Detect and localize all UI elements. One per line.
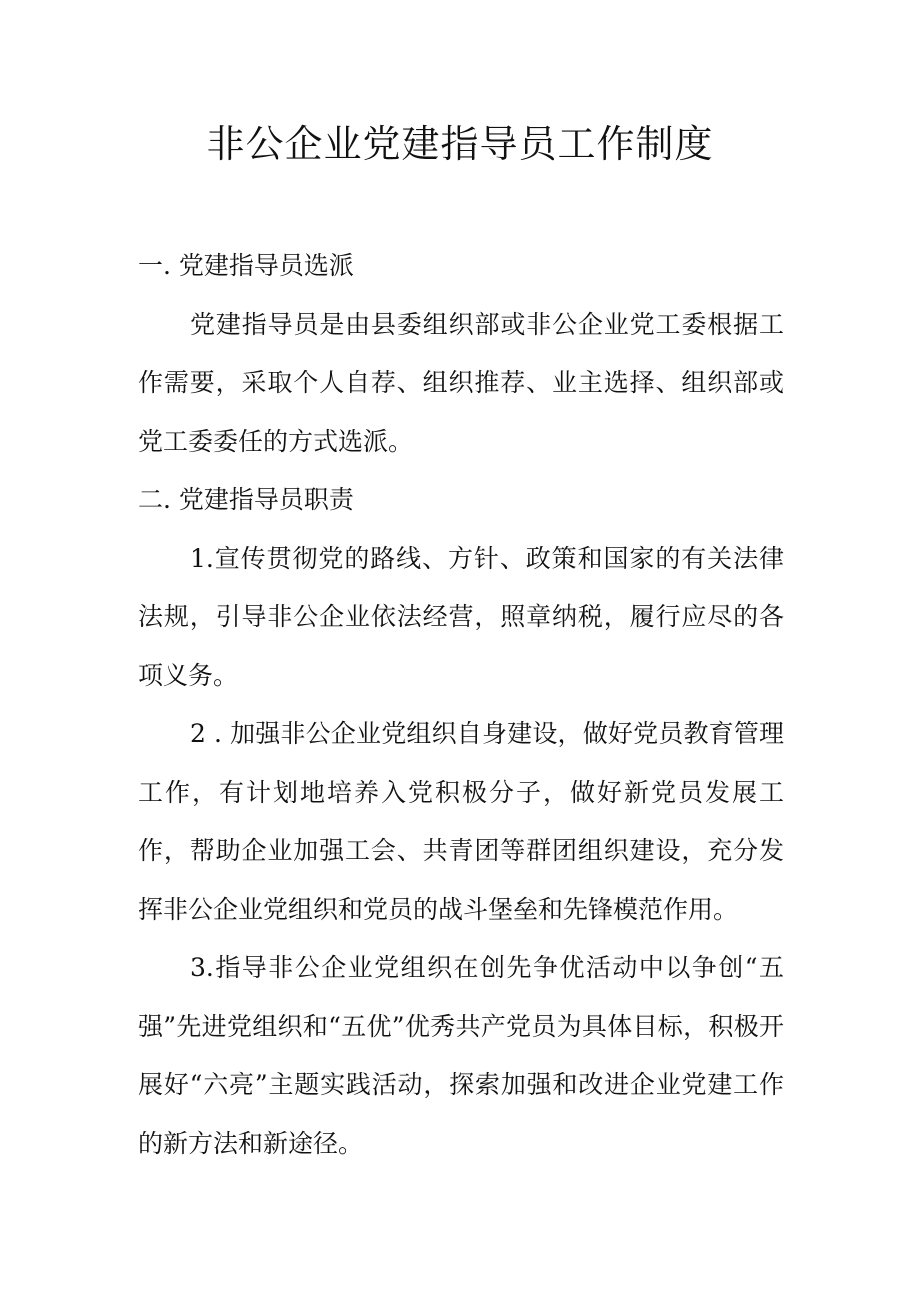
paragraph-duty-2: 2 . 加强非公企业党组织自身建设，做好党员教育管理工作，有计划地培养入党积极分子，做好新党员发展工作，帮助企业加强工会、共青团等群团组织建设，充分发挥非公企业党组织和党员的战斗堡垒和先锋模范作用。	[138, 719, 784, 924]
document-title: 非公企业党建指导员工作制度	[206, 122, 714, 166]
paragraph-selection: 党建指导员是由县委组织部或非公企业党工委根据工作需要，采取个人自荐、组织推荐、业主选择、组织部或党工委委任的方式选派。	[138, 309, 784, 456]
section-heading-selection: 一. 党建指导员选派	[138, 251, 354, 280]
section-heading-duties: 二. 党建指导员职责	[138, 485, 354, 514]
paragraph-duty-3: 3.指导非公企业党组织在创先争优活动中以争创“五强”先进党组织和“五优”优秀共产党员为具体目标，积极开展好“六亮”主题实践活动，探索加强和改进企业党建工作的新方法和新途径。	[138, 953, 784, 1158]
document-body	[138, 237, 784, 1173]
paragraph-duty-1: 1.宣传贯彻党的路线、方针、政策和国家的有关法律法规，引导非公企业依法经营，照章纳税，履行应尽的各项义务。	[138, 543, 784, 690]
